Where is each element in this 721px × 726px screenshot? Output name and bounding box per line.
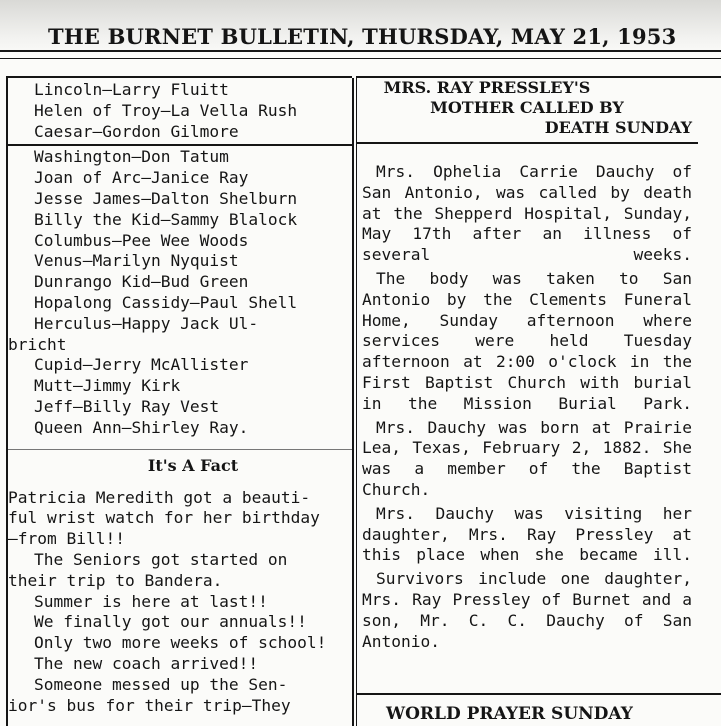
fact-line: ior's bus for their trip—They (8, 695, 291, 715)
cast-line: Jeff—Billy Ray Vest (34, 396, 220, 416)
cast-line: Hopalong Cassidy—Paul Shell (34, 292, 298, 312)
cast-line: Caesar—Gordon Gilmore (34, 121, 239, 141)
fact-line: their trip to Bandera. (8, 570, 223, 590)
cast-line: Herculus—Happy Jack Ul- (34, 313, 259, 333)
cast-line: Joan of Arc—Janice Ray (34, 168, 249, 188)
column-divider (352, 78, 354, 726)
fact-line: ful wrist watch for her birthday (8, 508, 320, 528)
section-rule (8, 449, 352, 450)
obituary-paragraph: Mrs. Dauchy was visiting her daughter, Mrs. Ray Pressley at this place when she became ill. (362, 503, 692, 565)
cast-line: Jesse James—Dalton Shelburn (34, 188, 298, 208)
obituary-paragraph: Mrs. Ophelia Carrie Dauchy of San Antonio, was called by death at the Shepperd Hospital, Sunday, May 17th after an illness of several weeks. (362, 162, 692, 265)
fact-line: —from Bill!! (8, 529, 125, 549)
cast-line: Venus—Marilyn Nyquist (34, 251, 239, 271)
cast-line: Mutt—Jimmy Kirk (34, 376, 181, 396)
cast-line: bricht (8, 334, 67, 354)
masthead-title: THE BURNET BULLETIN, THURSDAY, MAY 21, 1953 (48, 24, 677, 49)
cast-line: Columbus—Pee Wee Woods (34, 230, 249, 250)
cast-line: Cupid—Jerry McAllister (34, 355, 249, 375)
fact-line: Patricia Meredith got a beauti- (8, 487, 311, 507)
obituary-heading-line1: MRS. RAY PRESSLEY'S (383, 78, 591, 97)
obituary-heading-line2: MOTHER CALLED BY (430, 98, 624, 117)
obituary-heading-line3: DEATH SUNDAY (544, 118, 692, 137)
next-section-rule (357, 693, 721, 695)
next-heading: WORLD PRAYER SUNDAY (386, 704, 633, 724)
cast-line: Washington—Don Tatum (34, 147, 229, 167)
cast-line: Helen of Troy—La Vella Rush (34, 100, 298, 120)
masthead-rule-lower (0, 58, 721, 59)
fact-line: The Seniors got started on (34, 549, 288, 569)
fact-line: We finally got our annuals!! (34, 612, 307, 632)
left-edge-rule (6, 78, 8, 726)
fact-line: The new coach arrived!! (34, 653, 259, 673)
cast-line: Lincoln—Larry Fluitt (34, 80, 229, 99)
fact-line: Only two more weeks of school! (34, 633, 327, 653)
cast-line: Billy the Kid—Sammy Blalock (34, 209, 298, 229)
masthead-rule (0, 50, 721, 52)
obituary-column (362, 78, 692, 652)
cast-line: Dunrango Kid—Bud Green (34, 272, 249, 292)
obituary-paragraph: The body was taken to San Antonio by the Clements Funeral Home, Sunday afternoon where services were held Tuesday afternoon at 2:00 o'clock in the First Baptist Church with burial in the Mission Burial Park. (362, 268, 692, 413)
cast-list-column (8, 80, 352, 716)
obituary-paragraph: Mrs. Dauchy was born at Prairie Lea, Texas, February 2, 1882. She was a member of the Baptist Church. (362, 417, 692, 499)
cast-separator-rule (8, 144, 352, 146)
fact-line: Someone messed up the Sen- (34, 674, 288, 694)
cast-line: Queen Ann—Shirley Ray. (34, 417, 249, 437)
fact-heading: It's A Fact (147, 455, 239, 475)
masthead-band (0, 0, 721, 56)
obituary-rule (356, 142, 698, 144)
obituary-paragraph: Survivors include one daughter, Mrs. Ray Pressley of Burnet and a son, Mr. C. C. Dauchy of San Antonio. (362, 569, 692, 651)
column-divider-right (356, 78, 357, 726)
fact-line: Summer is here at last!! (34, 591, 268, 611)
